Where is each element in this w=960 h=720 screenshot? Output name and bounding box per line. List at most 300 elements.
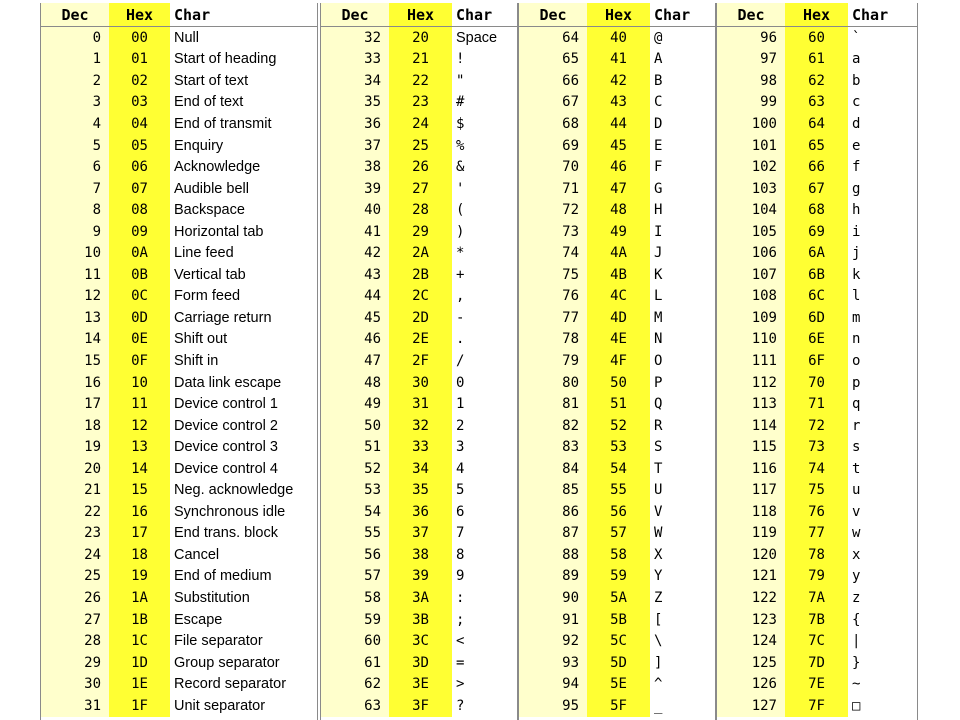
char-cell: Group separator [170,652,317,674]
dec-cell: 78 [519,329,587,351]
dec-cell: 1 [41,49,109,71]
hex-cell: 7C [785,630,848,652]
hex-cell: 30 [389,372,452,394]
char-cell: I [650,221,715,243]
hex-cell: 02 [109,70,170,92]
hex-cell: 6E [785,329,848,351]
char-cell: F [650,156,715,178]
char-cell: : [452,587,517,609]
header-char-2: Char [650,3,715,27]
dec-cell: 99 [717,92,785,114]
hex-cell: 79 [785,566,848,588]
hex-cell: 55 [587,479,650,501]
char-cell: M [650,307,715,329]
dec-cell: 86 [519,501,587,523]
dec-cell: 68 [519,113,587,135]
dec-cell: 46 [321,329,389,351]
char-cell: A [650,49,715,71]
char-cell: Start of text [170,70,317,92]
dec-cell: 2 [41,70,109,92]
hex-cell: 18 [109,544,170,566]
hex-cell: 00 [109,27,170,49]
hex-cell: 2A [389,242,452,264]
dec-cell: 105 [717,221,785,243]
char-cell: Start of heading [170,49,317,71]
dec-cell: 64 [519,27,587,49]
char-cell: Shift out [170,329,317,351]
ascii-block-0 [40,3,318,720]
dec-cell: 27 [41,609,109,631]
char-cell: Device control 3 [170,436,317,458]
dec-cell: 32 [321,27,389,49]
dec-cell: 39 [321,178,389,200]
char-cell: J [650,242,715,264]
char-cell: 7 [452,523,517,545]
char-cell: L [650,286,715,308]
char-cell: i [848,221,917,243]
dec-cell: 35 [321,92,389,114]
char-cell: > [452,673,517,695]
hex-cell: 11 [109,393,170,415]
char-cell: s [848,436,917,458]
dec-cell: 62 [321,673,389,695]
char-cell: Neg. acknowledge [170,479,317,501]
hex-cell: 33 [389,436,452,458]
char-cell: N [650,329,715,351]
hex-cell: 35 [389,479,452,501]
hex-cell: 2C [389,286,452,308]
dec-cell: 30 [41,673,109,695]
dec-cell: 121 [717,566,785,588]
char-cell: + [452,264,517,286]
dec-cell: 40 [321,199,389,221]
char-cell: = [452,652,517,674]
dec-cell: 18 [41,415,109,437]
header-char-3: Char [848,3,917,27]
hex-cell: 76 [785,501,848,523]
dec-cell: 55 [321,523,389,545]
dec-cell: 104 [717,199,785,221]
dec-cell: 98 [717,70,785,92]
char-cell: u [848,479,917,501]
hex-cell: 34 [389,458,452,480]
dec-cell: 52 [321,458,389,480]
char-cell: Synchronous idle [170,501,317,523]
dec-cell: 5 [41,135,109,157]
dec-cell: 54 [321,501,389,523]
dec-cell: 25 [41,566,109,588]
char-cell: Unit separator [170,695,317,717]
char-cell: 6 [452,501,517,523]
dec-cell: 56 [321,544,389,566]
hex-cell: 28 [389,199,452,221]
hex-cell: 09 [109,221,170,243]
dec-cell: 70 [519,156,587,178]
dec-cell: 85 [519,479,587,501]
dec-cell: 91 [519,609,587,631]
ascii-block-3 [716,3,918,720]
right-margin [918,3,960,720]
hex-cell: 5C [587,630,650,652]
dec-cell: 7 [41,178,109,200]
char-cell: f [848,156,917,178]
hex-cell: 7F [785,695,848,717]
hex-cell: 3A [389,587,452,609]
char-cell: % [452,135,517,157]
hex-cell: 50 [587,372,650,394]
char-cell: v [848,501,917,523]
dec-cell: 60 [321,630,389,652]
hex-cell: 56 [587,501,650,523]
dec-cell: 45 [321,307,389,329]
dec-cell: 3 [41,92,109,114]
dec-cell: 96 [717,27,785,49]
hex-cell: 0B [109,264,170,286]
char-cell: 3 [452,436,517,458]
dec-cell: 38 [321,156,389,178]
char-cell: Substitution [170,587,317,609]
hex-cell: 63 [785,92,848,114]
ascii-block-1 [320,3,518,720]
dec-cell: 51 [321,436,389,458]
dec-cell: 36 [321,113,389,135]
char-cell: r [848,415,917,437]
dec-cell: 77 [519,307,587,329]
char-cell: a [848,49,917,71]
hex-cell: 4C [587,286,650,308]
dec-cell: 10 [41,242,109,264]
char-cell: 5 [452,479,517,501]
dec-cell: 74 [519,242,587,264]
char-cell: p [848,372,917,394]
dec-cell: 101 [717,135,785,157]
char-cell: End of transmit [170,113,317,135]
char-cell: l [848,286,917,308]
dec-cell: 75 [519,264,587,286]
hex-cell: 5A [587,587,650,609]
hex-cell: 64 [785,113,848,135]
char-cell: File separator [170,630,317,652]
char-cell: W [650,523,715,545]
dec-cell: 9 [41,221,109,243]
hex-cell: 2E [389,329,452,351]
hex-cell: 65 [785,135,848,157]
dec-cell: 11 [41,264,109,286]
char-cell: B [650,70,715,92]
dec-cell: 24 [41,544,109,566]
hex-cell: 32 [389,415,452,437]
dec-cell: 53 [321,479,389,501]
dec-cell: 114 [717,415,785,437]
char-cell: ( [452,199,517,221]
char-cell: R [650,415,715,437]
dec-cell: 89 [519,566,587,588]
hex-cell: 54 [587,458,650,480]
dec-cell: 66 [519,70,587,92]
dec-cell: 94 [519,673,587,695]
hex-cell: 1A [109,587,170,609]
dec-cell: 50 [321,415,389,437]
dec-cell: 69 [519,135,587,157]
dec-cell: 4 [41,113,109,135]
char-cell: * [452,242,517,264]
dec-cell: 108 [717,286,785,308]
dec-cell: 71 [519,178,587,200]
hex-cell: 05 [109,135,170,157]
hex-cell: 4D [587,307,650,329]
char-cell: 1 [452,393,517,415]
char-cell: n [848,329,917,351]
dec-cell: 16 [41,372,109,394]
dec-cell: 65 [519,49,587,71]
char-cell: 8 [452,544,517,566]
char-cell: H [650,199,715,221]
header-char-1: Char [452,3,517,27]
dec-cell: 19 [41,436,109,458]
char-cell: Shift in [170,350,317,372]
char-cell: Form feed [170,286,317,308]
dec-cell: 106 [717,242,785,264]
char-cell: ` [848,27,917,49]
hex-cell: 62 [785,70,848,92]
hex-cell: 72 [785,415,848,437]
dec-cell: 61 [321,652,389,674]
hex-cell: 07 [109,178,170,200]
char-cell: ' [452,178,517,200]
header-hex-2: Hex [587,3,650,27]
hex-cell: 40 [587,27,650,49]
dec-cell: 113 [717,393,785,415]
dec-cell: 93 [519,652,587,674]
hex-cell: 0F [109,350,170,372]
hex-cell: 7E [785,673,848,695]
char-cell: g [848,178,917,200]
dec-cell: 83 [519,436,587,458]
char-cell: q [848,393,917,415]
dec-cell: 8 [41,199,109,221]
dec-cell: 92 [519,630,587,652]
dec-cell: 84 [519,458,587,480]
char-cell: , [452,286,517,308]
dec-cell: 122 [717,587,785,609]
dec-cell: 42 [321,242,389,264]
char-cell: - [452,307,517,329]
char-cell: G [650,178,715,200]
hex-cell: 6D [785,307,848,329]
hex-cell: 0C [109,286,170,308]
hex-cell: 1E [109,673,170,695]
hex-cell: 19 [109,566,170,588]
char-cell: k [848,264,917,286]
hex-cell: 1B [109,609,170,631]
dec-cell: 100 [717,113,785,135]
header-hex-1: Hex [389,3,452,27]
hex-cell: 2D [389,307,452,329]
hex-cell: 13 [109,436,170,458]
dec-cell: 103 [717,178,785,200]
hex-cell: 53 [587,436,650,458]
hex-cell: 45 [587,135,650,157]
hex-cell: 2F [389,350,452,372]
char-cell: \ [650,630,715,652]
char-cell: Backspace [170,199,317,221]
dec-cell: 28 [41,630,109,652]
hex-cell: 27 [389,178,452,200]
hex-cell: 16 [109,501,170,523]
dec-cell: 59 [321,609,389,631]
char-cell: j [848,242,917,264]
header-dec-1: Dec [321,3,389,27]
char-cell: ) [452,221,517,243]
dec-cell: 116 [717,458,785,480]
hex-cell: 51 [587,393,650,415]
dec-cell: 123 [717,609,785,631]
hex-cell: 7D [785,652,848,674]
hex-cell: 21 [389,49,452,71]
char-cell: End trans. block [170,523,317,545]
hex-cell: 10 [109,372,170,394]
char-cell: 9 [452,566,517,588]
dec-cell: 23 [41,523,109,545]
hex-cell: 66 [785,156,848,178]
hex-cell: 4F [587,350,650,372]
hex-cell: 36 [389,501,452,523]
char-cell: D [650,113,715,135]
char-cell: [ [650,609,715,631]
dec-cell: 63 [321,695,389,717]
dec-cell: 26 [41,587,109,609]
hex-cell: 7B [785,609,848,631]
char-cell: < [452,630,517,652]
dec-cell: 33 [321,49,389,71]
dec-cell: 21 [41,479,109,501]
dec-cell: 58 [321,587,389,609]
hex-cell: 59 [587,566,650,588]
hex-cell: 73 [785,436,848,458]
char-cell: _ [650,695,715,717]
char-cell: ; [452,609,517,631]
char-cell: ^ [650,673,715,695]
header-char-0: Char [170,3,317,27]
ascii-block-2 [518,3,716,720]
hex-cell: 5B [587,609,650,631]
dec-cell: 13 [41,307,109,329]
hex-cell: 47 [587,178,650,200]
dec-cell: 41 [321,221,389,243]
hex-cell: 38 [389,544,452,566]
char-cell: $ [452,113,517,135]
dec-cell: 6 [41,156,109,178]
char-cell: End of text [170,92,317,114]
hex-cell: 37 [389,523,452,545]
dec-cell: 44 [321,286,389,308]
dec-cell: 72 [519,199,587,221]
hex-cell: 4B [587,264,650,286]
dec-cell: 95 [519,695,587,717]
char-cell: x [848,544,917,566]
hex-cell: 0A [109,242,170,264]
hex-cell: 31 [389,393,452,415]
dec-cell: 76 [519,286,587,308]
char-cell: h [848,199,917,221]
dec-cell: 31 [41,695,109,717]
hex-cell: 74 [785,458,848,480]
hex-cell: 75 [785,479,848,501]
char-cell: Horizontal tab [170,221,317,243]
char-cell: End of medium [170,566,317,588]
hex-cell: 1D [109,652,170,674]
hex-cell: 20 [389,27,452,49]
dec-cell: 87 [519,523,587,545]
dec-cell: 22 [41,501,109,523]
dec-cell: 111 [717,350,785,372]
hex-cell: 49 [587,221,650,243]
hex-cell: 61 [785,49,848,71]
char-cell: 0 [452,372,517,394]
char-cell: V [650,501,715,523]
char-cell: Escape [170,609,317,631]
dec-cell: 110 [717,329,785,351]
hex-cell: 12 [109,415,170,437]
hex-cell: 0E [109,329,170,351]
hex-cell: 1C [109,630,170,652]
hex-cell: 70 [785,372,848,394]
dec-cell: 79 [519,350,587,372]
char-cell: X [650,544,715,566]
hex-cell: 58 [587,544,650,566]
dec-cell: 47 [321,350,389,372]
char-cell: { [848,609,917,631]
dec-cell: 112 [717,372,785,394]
char-cell: T [650,458,715,480]
char-cell: K [650,264,715,286]
char-cell: @ [650,27,715,49]
hex-cell: 43 [587,92,650,114]
dec-cell: 0 [41,27,109,49]
char-cell: y [848,566,917,588]
hex-cell: 26 [389,156,452,178]
char-cell: # [452,92,517,114]
char-cell: O [650,350,715,372]
hex-cell: 6C [785,286,848,308]
header-dec-2: Dec [519,3,587,27]
hex-cell: 67 [785,178,848,200]
char-cell: ? [452,695,517,717]
hex-cell: 5E [587,673,650,695]
hex-cell: 5F [587,695,650,717]
dec-cell: 107 [717,264,785,286]
header-hex-0: Hex [109,3,170,27]
hex-cell: 25 [389,135,452,157]
char-cell: Vertical tab [170,264,317,286]
char-cell: Null [170,27,317,49]
char-cell: & [452,156,517,178]
dec-cell: 120 [717,544,785,566]
hex-cell: 4A [587,242,650,264]
hex-cell: 69 [785,221,848,243]
dec-cell: 37 [321,135,389,157]
char-cell: C [650,92,715,114]
hex-cell: 68 [785,199,848,221]
dec-cell: 20 [41,458,109,480]
char-cell: Y [650,566,715,588]
dec-cell: 17 [41,393,109,415]
hex-cell: 24 [389,113,452,135]
hex-cell: 44 [587,113,650,135]
hex-cell: 06 [109,156,170,178]
dec-cell: 81 [519,393,587,415]
dec-cell: 80 [519,372,587,394]
